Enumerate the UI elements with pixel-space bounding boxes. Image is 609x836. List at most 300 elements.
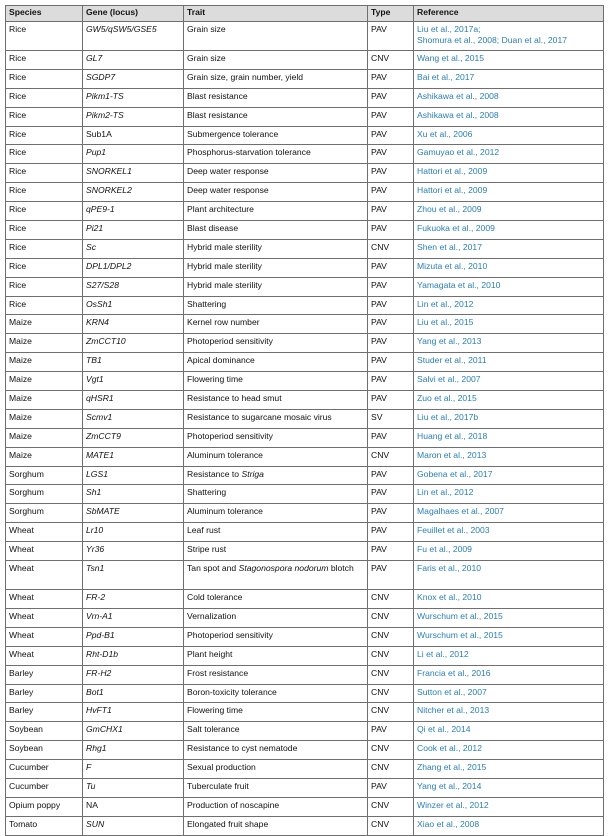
gene-cell: FR-2: [83, 590, 184, 609]
species-cell: Wheat: [6, 590, 83, 609]
species-cell: Rice: [6, 202, 83, 221]
header-species: Species: [6, 6, 83, 22]
trait-cell: Plant height: [184, 646, 368, 665]
reference-link[interactable]: Mizuta et al., 2010: [417, 260, 488, 271]
trait-cell: Plant architecture: [184, 202, 368, 221]
table-row: [6, 22, 604, 51]
trait-cell: Deep water response: [184, 164, 368, 183]
species-cell: Rice: [6, 296, 83, 315]
trait-cell: Photoperiod sensitivity: [184, 334, 368, 353]
reference-link[interactable]: Qi et al., 2014: [417, 724, 471, 735]
header-gene: Gene (locus): [83, 6, 184, 22]
species-cell: Wheat: [6, 561, 83, 590]
reference-link[interactable]: Winzer et al., 2012: [417, 799, 489, 810]
reference-link[interactable]: Lin et al., 2012: [417, 298, 474, 309]
gene-cell: Tsn1: [83, 561, 184, 590]
species-cell: Rice: [6, 239, 83, 258]
table-row: [6, 183, 604, 202]
trait-cell: Elongated fruit shape: [184, 816, 368, 835]
species-cell: Rice: [6, 277, 83, 296]
reference-cell: [414, 466, 604, 485]
trait-cell: Blast resistance: [184, 88, 368, 107]
reference-link[interactable]: Faris et al., 2010: [417, 563, 482, 574]
table-row: [6, 797, 604, 816]
species-cell: Rice: [6, 258, 83, 277]
species-cell: Barley: [6, 684, 83, 703]
reference-cell: [414, 542, 604, 561]
gene-cell: Pi21: [83, 221, 184, 240]
species-cell: Maize: [6, 353, 83, 372]
trait-cell: Aluminum tolerance: [184, 447, 368, 466]
reference-link[interactable]: Studer et al., 2011: [417, 355, 487, 366]
type-cell: CNV: [368, 51, 414, 70]
table-row: [6, 353, 604, 372]
trait-cell: Flowering time: [184, 372, 368, 391]
reference-link[interactable]: Liu et al., 2015: [417, 317, 474, 328]
table-row: [6, 107, 604, 126]
table-row: [6, 428, 604, 447]
species-cell: Wheat: [6, 542, 83, 561]
reference-link[interactable]: Zhou et al., 2009: [417, 204, 482, 215]
reference-cell: [414, 447, 604, 466]
reference-link[interactable]: Feuillet et al., 2003: [417, 525, 490, 536]
type-cell: PAV: [368, 22, 414, 51]
type-cell: PAV: [368, 183, 414, 202]
species-cell: Cucumber: [6, 778, 83, 797]
species-cell: Rice: [6, 221, 83, 240]
trait-cell: Shattering: [184, 485, 368, 504]
reference-link[interactable]: Yamagata et al., 2010: [417, 279, 501, 290]
trait-cell: Vernalization: [184, 608, 368, 627]
species-cell: Wheat: [6, 646, 83, 665]
reference-link[interactable]: Yang et al., 2014: [417, 780, 482, 791]
reference-link[interactable]: Lin et al., 2012: [417, 487, 474, 498]
trait-cell: Grain size: [184, 22, 368, 51]
trait-cell: Grain size, grain number, yield: [184, 69, 368, 88]
table-row: [6, 646, 604, 665]
type-cell: CNV: [368, 627, 414, 646]
reference-cell: [414, 296, 604, 315]
gene-cell: Rht-D1b: [83, 646, 184, 665]
table-row: [6, 665, 604, 684]
type-cell: PAV: [368, 107, 414, 126]
table-row: [6, 684, 604, 703]
species-cell: Sorghum: [6, 466, 83, 485]
type-cell: PAV: [368, 164, 414, 183]
table-body: [6, 22, 604, 836]
trait-cell: Resistance to head smut: [184, 391, 368, 410]
gene-cell: Rhg1: [83, 741, 184, 760]
species-cell: Wheat: [6, 523, 83, 542]
reference-cell: [414, 646, 604, 665]
trait-cell: Phosphorus-starvation tolerance: [184, 145, 368, 164]
reference-cell: [414, 608, 604, 627]
trait-cell: Cold tolerance: [184, 590, 368, 609]
reference-cell: [414, 277, 604, 296]
reference-link[interactable]: Ashikawa et al., 2008: [417, 109, 499, 120]
reference-cell: [414, 334, 604, 353]
reference-cell: [414, 22, 604, 51]
gene-cell: DPL1/DPL2: [83, 258, 184, 277]
table-row: [6, 51, 604, 70]
reference-link[interactable]: Xu et al., 2006: [417, 128, 473, 139]
table-row: [6, 409, 604, 428]
reference-link[interactable]: Salvi et al., 2007: [417, 374, 481, 385]
species-cell: Wheat: [6, 627, 83, 646]
gene-cell: SbMATE: [83, 504, 184, 523]
reference-cell: [414, 816, 604, 835]
gene-cell: S27/S28: [83, 277, 184, 296]
gene-cell: KRN4: [83, 315, 184, 334]
reference-link[interactable]: Francia et al., 2016: [417, 667, 491, 678]
header-trait: Trait: [184, 6, 368, 22]
reference-cell: [414, 561, 604, 590]
species-cell: Sorghum: [6, 504, 83, 523]
reference-cell: [414, 485, 604, 504]
type-cell: PAV: [368, 277, 414, 296]
reference-link[interactable]: Shen et al., 2017: [417, 241, 482, 252]
species-cell: Maize: [6, 372, 83, 391]
reference-cell: [414, 409, 604, 428]
table-row: [6, 608, 604, 627]
trait-species-name: Striga: [241, 468, 264, 479]
reference-cell: [414, 202, 604, 221]
gene-cell: SUN: [83, 816, 184, 835]
reference-cell: [414, 315, 604, 334]
type-cell: PAV: [368, 428, 414, 447]
reference-link[interactable]: Fukuoka et al., 2009: [417, 223, 495, 234]
trait-cell: Photoperiod sensitivity: [184, 428, 368, 447]
type-cell: PAV: [368, 353, 414, 372]
species-cell: Cucumber: [6, 760, 83, 779]
species-cell: Soybean: [6, 722, 83, 741]
type-cell: CNV: [368, 741, 414, 760]
species-cell: Barley: [6, 665, 83, 684]
type-cell: CNV: [368, 684, 414, 703]
reference-link[interactable]: Bai et al., 2017: [417, 71, 475, 82]
species-cell: Wheat: [6, 608, 83, 627]
type-cell: PAV: [368, 542, 414, 561]
gene-cell: F: [83, 760, 184, 779]
reference-cell: [414, 372, 604, 391]
trait-cell: Hybrid male sterility: [184, 277, 368, 296]
table-row: [6, 296, 604, 315]
trait-cell: Frost resistance: [184, 665, 368, 684]
species-cell: Rice: [6, 22, 83, 51]
reference-cell: [414, 69, 604, 88]
header-type: Type: [368, 6, 414, 22]
reference-cell: [414, 221, 604, 240]
table-row: [6, 561, 604, 590]
reference-link[interactable]: Wurschum et al., 2015: [417, 629, 503, 640]
reference-cell: [414, 722, 604, 741]
type-cell: PAV: [368, 69, 414, 88]
reference-cell: [414, 164, 604, 183]
gene-cell: Scmv1: [83, 409, 184, 428]
trait-cell: Deep water response: [184, 183, 368, 202]
gene-cell: Pup1: [83, 145, 184, 164]
gene-cell: TB1: [83, 353, 184, 372]
reference-link[interactable]: Wurschum et al., 2015: [417, 610, 503, 621]
type-cell: PAV: [368, 372, 414, 391]
reference-cell: [414, 684, 604, 703]
type-cell: CNV: [368, 447, 414, 466]
trait-cell: Boron-toxicity tolerance: [184, 684, 368, 703]
reference-cell: [414, 428, 604, 447]
table-row: [6, 722, 604, 741]
reference-cell: [414, 778, 604, 797]
table-row: [6, 202, 604, 221]
type-cell: PAV: [368, 126, 414, 145]
type-cell: PAV: [368, 523, 414, 542]
reference-link[interactable]: Fu et al., 2009: [417, 544, 472, 555]
trait-cell: Grain size: [184, 51, 368, 70]
type-cell: CNV: [368, 760, 414, 779]
species-cell: Rice: [6, 107, 83, 126]
reference-link[interactable]: Gobena et al., 2017: [417, 468, 493, 479]
gene-cell: GL7: [83, 51, 184, 70]
header-row: [6, 6, 604, 22]
trait-cell: Sexual production: [184, 760, 368, 779]
reference-link[interactable]: Li et al., 2012: [417, 648, 469, 659]
table-row: [6, 590, 604, 609]
table-row: [6, 221, 604, 240]
reference-link[interactable]: Sutton et al., 2007: [417, 686, 487, 697]
species-cell: Maize: [6, 391, 83, 410]
reference-cell: [414, 107, 604, 126]
table-row: [6, 258, 604, 277]
gene-cell: FR-H2: [83, 665, 184, 684]
species-cell: Opium poppy: [6, 797, 83, 816]
type-cell: PAV: [368, 466, 414, 485]
trait-cell: Blast resistance: [184, 107, 368, 126]
type-cell: CNV: [368, 239, 414, 258]
type-cell: PAV: [368, 778, 414, 797]
reference-cell: [414, 760, 604, 779]
reference-link[interactable]: Knox et al., 2010: [417, 592, 482, 603]
type-cell: PAV: [368, 561, 414, 590]
trait-cell: Kernel row number: [184, 315, 368, 334]
table-row: [6, 627, 604, 646]
gene-cell: GW5/qSW5/GSE5: [83, 22, 184, 51]
reference-link[interactable]: Maron et al., 2013: [417, 449, 487, 460]
table-row: [6, 760, 604, 779]
gene-cell: ZmCCT10: [83, 334, 184, 353]
reference-cell: [414, 627, 604, 646]
trait-cell: [184, 466, 368, 485]
table-row: [6, 485, 604, 504]
reference-link[interactable]: Gamuyao et al., 2012: [417, 147, 500, 158]
type-cell: CNV: [368, 665, 414, 684]
reference-link[interactable]: Zhang et al., 2015: [417, 762, 487, 773]
species-cell: Maize: [6, 315, 83, 334]
species-cell: Rice: [6, 183, 83, 202]
reference-link[interactable]: Ashikawa et al., 2008: [417, 90, 499, 101]
gene-cell: Sc: [83, 239, 184, 258]
trait-cell: Resistance to cyst nematode: [184, 741, 368, 760]
trait-cell: Shattering: [184, 296, 368, 315]
reference-link[interactable]: Xiao et al., 2008: [417, 818, 480, 829]
reference-link[interactable]: Liu et al., 2017b: [417, 411, 479, 422]
reference-cell: [414, 239, 604, 258]
table-row: [6, 315, 604, 334]
reference-link[interactable]: Cook et al., 2012: [417, 743, 482, 754]
trait-cell: Photoperiod sensitivity: [184, 627, 368, 646]
table-row: [6, 542, 604, 561]
trait-cell: Flowering time: [184, 703, 368, 722]
table-row: [6, 69, 604, 88]
table-row: [6, 145, 604, 164]
type-cell: CNV: [368, 646, 414, 665]
trait-cell: Aluminum tolerance: [184, 504, 368, 523]
trait-cell: Blast disease: [184, 221, 368, 240]
table-row: [6, 126, 604, 145]
species-cell: Rice: [6, 126, 83, 145]
reference-link[interactable]: Hattori et al., 2009: [417, 166, 488, 177]
reference-cell: [414, 391, 604, 410]
trait-cell: [184, 561, 368, 590]
reference-cell: [414, 665, 604, 684]
type-cell: PAV: [368, 722, 414, 741]
type-cell: CNV: [368, 797, 414, 816]
trait-text-after: blotch: [328, 563, 354, 574]
type-cell: PAV: [368, 145, 414, 164]
reference-cell: [414, 51, 604, 70]
species-cell: Sorghum: [6, 485, 83, 504]
table-row: [6, 164, 604, 183]
type-cell: PAV: [368, 258, 414, 277]
table-row: [6, 88, 604, 107]
trait-cell: Apical dominance: [184, 353, 368, 372]
reference-cell: [414, 126, 604, 145]
table-row: [6, 447, 604, 466]
reference-link[interactable]: Hattori et al., 2009: [417, 185, 488, 196]
type-cell: PAV: [368, 202, 414, 221]
reference-cell: [414, 504, 604, 523]
gene-cell: LGS1: [83, 466, 184, 485]
type-cell: PAV: [368, 504, 414, 523]
type-cell: CNV: [368, 703, 414, 722]
trait-species-name: Stagonospora nodorum: [238, 563, 329, 574]
trait-cell: Hybrid male sterility: [184, 258, 368, 277]
species-cell: Rice: [6, 88, 83, 107]
gene-cell: ZmCCT9: [83, 428, 184, 447]
reference-link[interactable]: Huang et al., 2018: [417, 430, 488, 441]
reference-cell: [414, 523, 604, 542]
reference-cell: [414, 258, 604, 277]
gene-cell: SGDP7: [83, 69, 184, 88]
type-cell: CNV: [368, 816, 414, 835]
trait-cell: Tuberculate fruit: [184, 778, 368, 797]
table-row: [6, 703, 604, 722]
table-row: [6, 741, 604, 760]
species-cell: Rice: [6, 145, 83, 164]
type-cell: PAV: [368, 485, 414, 504]
gene-cell: Vrn-A1: [83, 608, 184, 627]
gene-cell: SNORKEL2: [83, 183, 184, 202]
reference-link[interactable]: Wang et al., 2015: [417, 53, 485, 63]
gene-cell: Bot1: [83, 684, 184, 703]
trait-cell: Leaf rust: [184, 523, 368, 542]
table-row: [6, 466, 604, 485]
species-cell: Maize: [6, 409, 83, 428]
table-row: [6, 778, 604, 797]
reference-link[interactable]: Shomura et al., 2008; Duan et al., 2017: [417, 35, 568, 45]
gene-variation-table: [5, 5, 604, 836]
table-row: [6, 277, 604, 296]
species-cell: Rice: [6, 51, 83, 70]
type-cell: PAV: [368, 296, 414, 315]
gene-cell: Vgt1: [83, 372, 184, 391]
type-cell: PAV: [368, 315, 414, 334]
reference-link[interactable]: Magalhaes et al., 2007: [417, 506, 504, 517]
species-cell: Soybean: [6, 741, 83, 760]
type-cell: PAV: [368, 88, 414, 107]
species-cell: Barley: [6, 703, 83, 722]
reference-link[interactable]: Liu et al., 2017a;: [417, 24, 481, 34]
species-cell: Maize: [6, 428, 83, 447]
gene-cell: qHSR1: [83, 391, 184, 410]
type-cell: PAV: [368, 391, 414, 410]
gene-cell: Sub1A: [83, 126, 184, 145]
table-row: [6, 523, 604, 542]
trait-cell: Stripe rust: [184, 542, 368, 561]
reference-cell: [414, 353, 604, 372]
gene-cell: Ppd-B1: [83, 627, 184, 646]
gene-cell: Sh1: [83, 485, 184, 504]
type-cell: PAV: [368, 221, 414, 240]
gene-cell: SNORKEL1: [83, 164, 184, 183]
gene-cell: Pikm1-TS: [83, 88, 184, 107]
table-row: [6, 391, 604, 410]
gene-cell: qPE9-1: [83, 202, 184, 221]
type-cell: PAV: [368, 334, 414, 353]
trait-text: Resistance to: [187, 468, 242, 479]
reference-cell: [414, 703, 604, 722]
gene-cell: HvFT1: [83, 703, 184, 722]
reference-cell: [414, 88, 604, 107]
type-cell: SV: [368, 409, 414, 428]
gene-cell: MATE1: [83, 447, 184, 466]
gene-cell: Yr36: [83, 542, 184, 561]
species-cell: Maize: [6, 447, 83, 466]
reference-cell: [414, 797, 604, 816]
trait-cell: Resistance to sugarcane mosaic virus: [184, 409, 368, 428]
gene-cell: OsSh1: [83, 296, 184, 315]
species-cell: Maize: [6, 334, 83, 353]
species-cell: Rice: [6, 69, 83, 88]
table-row: [6, 239, 604, 258]
gene-cell: Pikm2-TS: [83, 107, 184, 126]
table-row: [6, 816, 604, 835]
trait-text: Tan spot and: [187, 563, 239, 574]
reference-link[interactable]: Zuo et al., 2015: [417, 393, 477, 404]
type-cell: CNV: [368, 608, 414, 627]
table-row: [6, 372, 604, 391]
trait-cell: Hybrid male sterility: [184, 239, 368, 258]
type-cell: CNV: [368, 590, 414, 609]
table-row: [6, 504, 604, 523]
reference-link[interactable]: Nitcher et al., 2013: [417, 705, 490, 716]
gene-cell: NA: [83, 797, 184, 816]
reference-link[interactable]: Yang et al., 2013: [417, 336, 482, 347]
table-row: [6, 334, 604, 353]
trait-cell: Salt tolerance: [184, 722, 368, 741]
trait-cell: Submergence tolerance: [184, 126, 368, 145]
gene-cell: Tu: [83, 778, 184, 797]
gene-cell: GmCHX1: [83, 722, 184, 741]
reference-cell: [414, 741, 604, 760]
